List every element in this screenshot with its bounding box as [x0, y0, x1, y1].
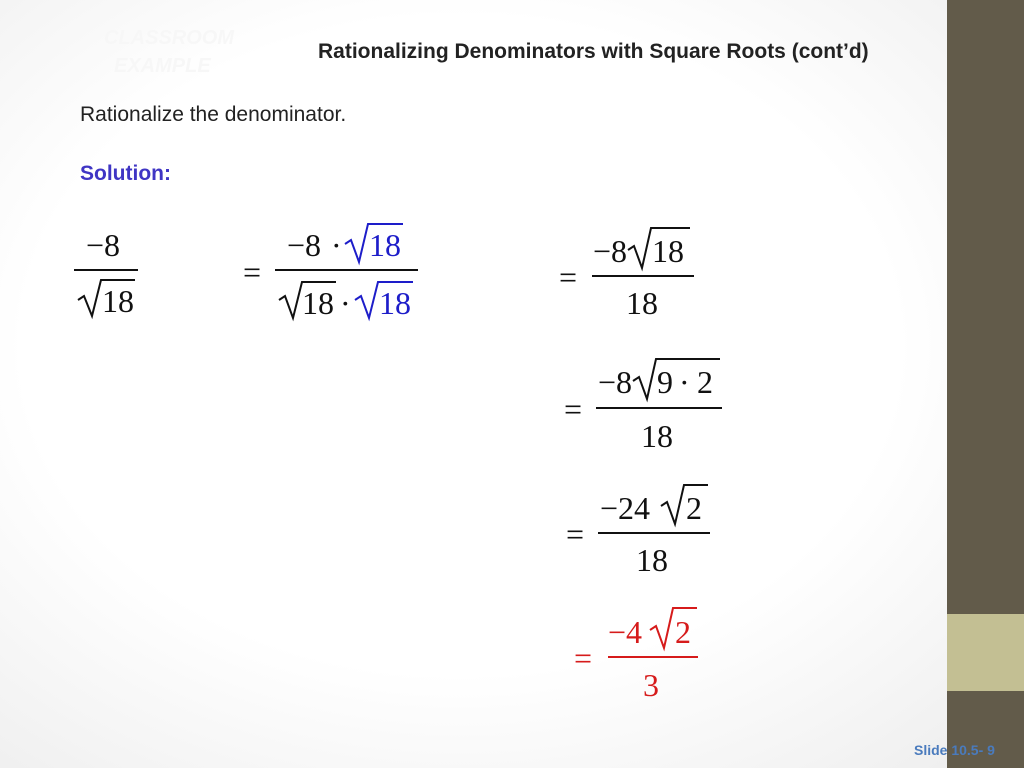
- expr5-num-radicand: 2: [686, 490, 702, 526]
- expression-original: [74, 227, 138, 319]
- expr2-num-coefficient: −8: [287, 227, 322, 263]
- expr4-radicand-a: 9: [657, 364, 673, 400]
- expr6-num-radicand: 2: [675, 614, 691, 650]
- expr2-num-dot: ·: [331, 227, 342, 263]
- expr4-num-coefficient: −8: [598, 364, 633, 400]
- expr5-denominator: 18: [636, 542, 668, 578]
- solution-label: Solution:: [80, 162, 171, 185]
- expr3-equals: =: [559, 259, 578, 295]
- expr3-num-coefficient: −8: [593, 233, 628, 269]
- slide-number: Slide 10.5- 9: [914, 742, 995, 758]
- expr2-den-radicand-left: 18: [302, 285, 334, 321]
- expr3-denominator: 18: [626, 285, 658, 321]
- expr3-num-radicand: 18: [652, 233, 684, 269]
- expression-final-answer: [574, 608, 698, 703]
- expression-simplified-denominator: [559, 228, 694, 321]
- expr2-num-radicand: 18: [369, 227, 401, 263]
- expr5-equals: =: [566, 516, 585, 552]
- expr1-denominator-radicand: 18: [102, 283, 134, 319]
- class-tag-line2: EXAMPLE: [114, 55, 211, 77]
- expr6-denominator: 3: [643, 667, 659, 703]
- prompt-text: Rationalize the denominator.: [80, 103, 347, 126]
- expr4-radicand-dot: ·: [679, 364, 690, 400]
- expr4-radicand-b: 2: [697, 364, 713, 400]
- expr1-numerator: −8: [86, 227, 121, 263]
- expr2-den-radicand-right: 18: [379, 285, 411, 321]
- expression-extract-root: [566, 485, 710, 578]
- expr2-equals: =: [243, 254, 262, 290]
- expression-factor-radicand: [564, 359, 722, 454]
- expression-multiply-step: [243, 224, 418, 321]
- expr6-equals: =: [574, 640, 593, 676]
- sidebar-accent-block: [947, 614, 1024, 691]
- expr6-num-coefficient: −4: [608, 614, 643, 650]
- slide-title: Rationalizing Denominators with Square Roots (cont’d): [318, 40, 869, 63]
- expr5-num-coefficient: −24: [600, 490, 651, 526]
- expr4-denominator: 18: [641, 418, 673, 454]
- expr4-equals: =: [564, 391, 583, 427]
- expr2-den-dot: ·: [340, 285, 351, 321]
- class-tag-line1: CLASSROOM: [104, 27, 234, 49]
